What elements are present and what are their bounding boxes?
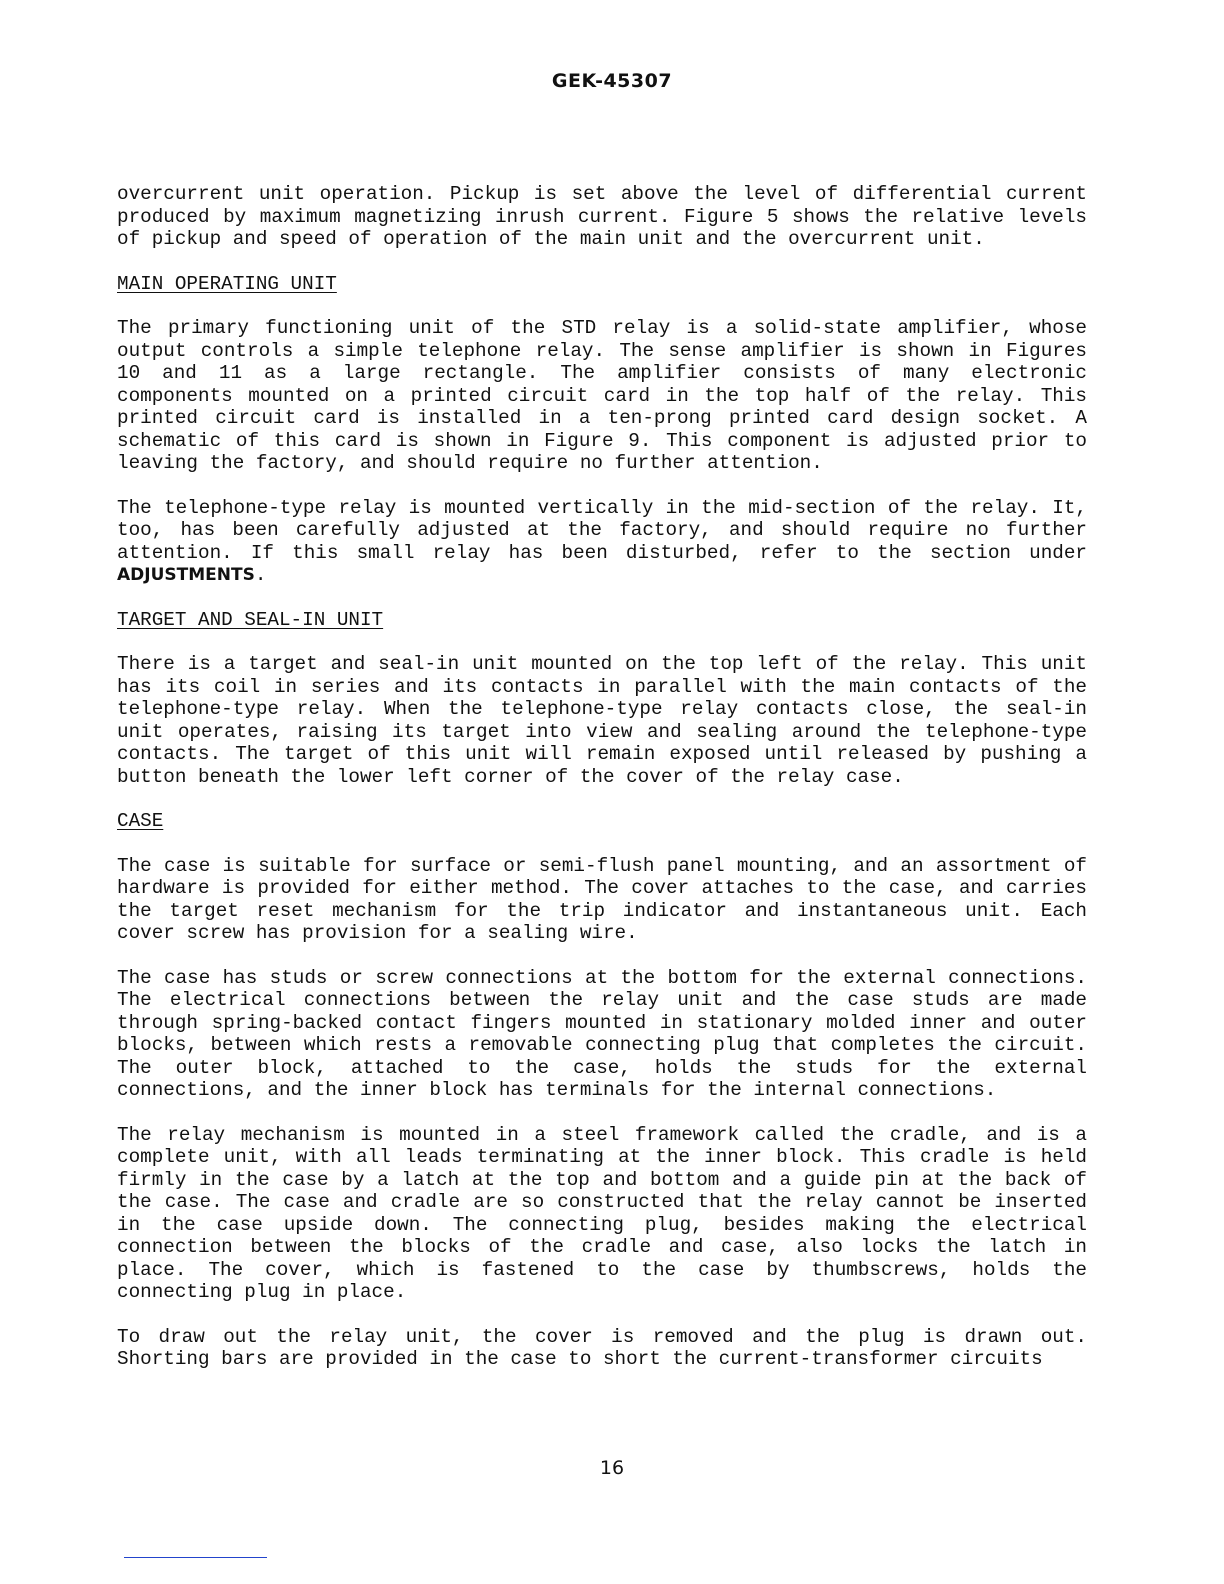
body-text xyxy=(117,183,1087,1393)
page-number: 16 xyxy=(599,1457,625,1479)
heading-main-operating-unit: MAIN OPERATING UNIT xyxy=(117,272,337,295)
adjustments-reference: ADJUSTMENTS xyxy=(117,565,255,585)
footer-rule xyxy=(124,1557,267,1558)
paragraph-case-1: The case is suitable for surface or semi-flush panel mounting, and an assortment of hardware is provided for either method. The cover attaches to the case, and carries the target reset mechanism for the trip indicator and instantaneous unit. Each cover screw has provision for a sealing wire. xyxy=(117,854,1087,944)
paragraph-main-operating-unit-1: The primary functioning unit of the STD relay is a solid-state amplifier, whose output controls a simple telephone relay. The sense amplifier is shown in Figures 10 and 11 as a large rectangle. The amplifier consists of many electronic components mounted on a printed circuit card in the top half of the relay. This printed circuit card is installed in a ten-prong printed card design socket. A schematic of this card is shown in Figure 9. This component is adjusted prior to leaving the factory, and should require no further attention. xyxy=(117,317,1087,474)
document-id: GEK-45307 xyxy=(551,70,673,92)
paragraph-main-operating-unit-2 xyxy=(117,497,1087,587)
paragraph-case-4: To draw out the relay unit, the cover is removed and the plug is drawn out. Shorting bars are provided in the case to short the current-transformer circuits xyxy=(117,1325,1087,1370)
paragraph-main-operating-unit-2-text: The telephone-type relay is mounted vertically in the mid-section of the relay. It, too, has been carefully adjusted at the factory, and should require no further attention. If this small relay has been disturbed, refer to the section under xyxy=(117,496,1087,564)
heading-case: CASE xyxy=(117,810,164,832)
paragraph-main-operating-unit-2-end: . xyxy=(254,564,267,586)
paragraph-case-2: The case has studs or screw connections at the bottom for the external connections. The electrical connections between the relay unit and the case studs are made through spring-backed contact fingers mounted in stationary molded inner and outer blocks, between which rests a removable connecting plug that completes the circuit. The outer block, attached to the case, holds the studs for the external connections, and the inner block has terminals for the internal connections. xyxy=(117,966,1087,1101)
paragraph-case-3: The relay mechanism is mounted in a steel framework called the cradle, and is a complete unit, with all leads terminating at the inner block. This cradle is held firmly in the case by a latch at the top and bottom and a guide pin at the back of the case. The case and cradle are so constructed that the relay cannot be inserted in the case upside down. The connecting plug, besides making the electrical connection between the blocks of the cradle and case, also locks the latch in place. The cover, which is fastened to the case by thumbscrews, holds the connecting plug in place. xyxy=(117,1123,1087,1303)
paragraph-target-and-seal-in: There is a target and seal-in unit mounted on the top left of the relay. This unit has its coil in series and its contacts in parallel with the main contacts of the telephone-type relay. When the telephone-type relay contacts close, the seal-in unit operates, raising its target into view and sealing around the telephone-type contacts. The target of this unit will remain exposed until released by pushing a button beneath the lower left corner of the cover of the relay case. xyxy=(117,653,1087,788)
heading-target-and-seal-in-unit: TARGET AND SEAL-IN UNIT xyxy=(117,608,384,631)
paragraph-intro: overcurrent unit operation. Pickup is set above the level of differential current produced by maximum magnetizing inrush current. Figure 5 shows the relative levels of pickup and speed of operation of the main unit and the overcurrent unit. xyxy=(117,183,1087,250)
